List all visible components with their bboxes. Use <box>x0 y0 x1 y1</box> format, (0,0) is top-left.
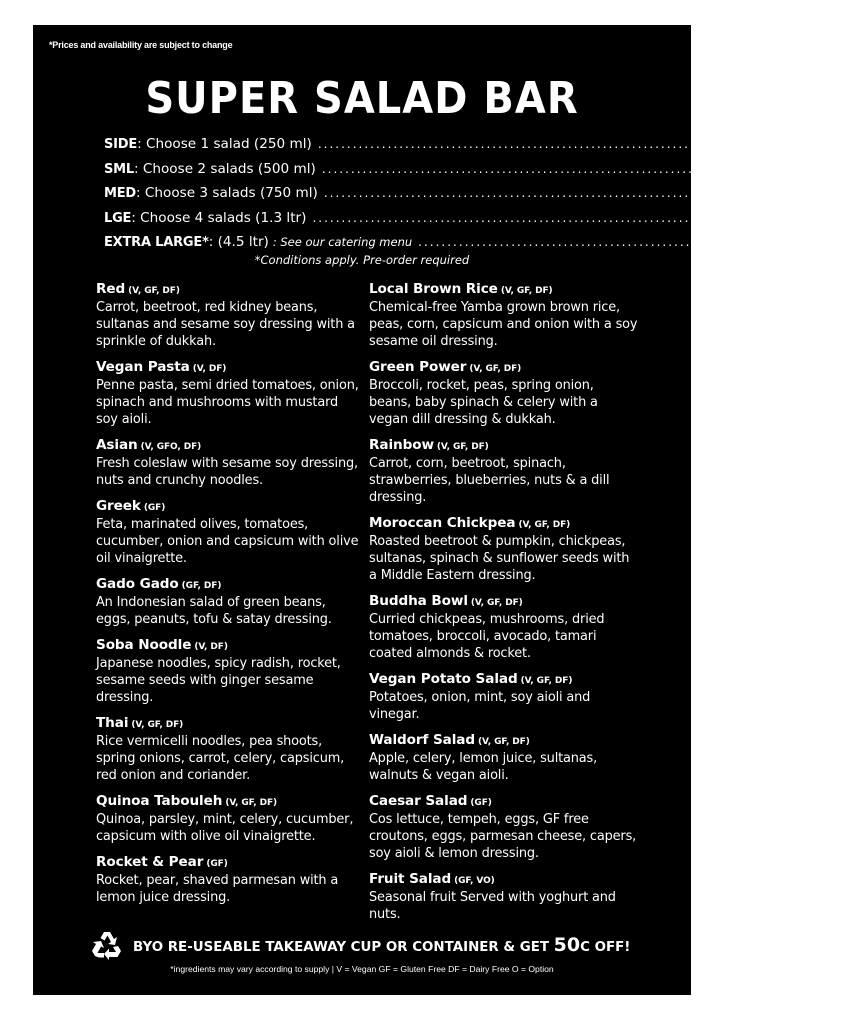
byo-text <box>133 934 630 956</box>
salad-description: Broccoli, rocket, peas, spring onion, beans, baby spinach & celery with a vegan dill dressing & dukkah. <box>369 377 598 427</box>
size-price: 80 <box>842 234 860 250</box>
size-note: : See our catering menu <box>272 235 413 249</box>
dietary-tags: (V, GF, DF) <box>518 519 571 530</box>
salad-description: An Indonesian salad of green beans, eggs, peanuts, tofu & satay dressing. <box>96 595 332 627</box>
salad-description: Fresh coleslaw with sesame soy dressing, nuts and crunchy noodles. <box>96 455 358 488</box>
salad-description: Chemical-free Yamba grown brown rice, peas, corn, capsicum and onion with a soy sesame oil dressing. <box>369 300 638 349</box>
salad-description: Carrot, corn, beetroot, spinach, strawberries, blueberries, nuts & a dill dressing. <box>369 455 610 505</box>
dietary-tags: (V, GF, DF) <box>131 720 184 731</box>
salad-item <box>369 359 639 428</box>
salad-name: Buddha Bowl <box>369 592 468 609</box>
salad-item <box>369 671 639 724</box>
salad-name-line <box>369 437 639 456</box>
salad-description: Roasted beetroot & pumpkin, chickpeas, sultanas, spinach & sunflower seeds with a Middle Eastern dressing. <box>369 533 630 583</box>
size-price: 22 <box>737 209 755 226</box>
size-desc: : Choose 3 salads (750 ml) <box>136 185 318 201</box>
salad-name: Fruit Salad <box>369 871 452 888</box>
salad-item <box>96 498 361 567</box>
dot-leader: ........................................................................ <box>418 235 837 249</box>
salad-name-line <box>369 593 639 612</box>
size-price: 16 <box>748 185 766 201</box>
dot-leader: ........................................................................ <box>317 137 737 151</box>
dietary-tags: (GF, VO) <box>454 876 495 887</box>
salad-description: Apple, celery, lemon juice, sultanas, walnuts & vegan aioli. <box>369 751 598 783</box>
dietary-tags: (GF) <box>206 859 228 870</box>
dietary-tags: (GF) <box>470 798 492 809</box>
salad-item <box>96 854 361 907</box>
byo-banner <box>91 929 651 961</box>
salad-name: Thai <box>96 715 129 732</box>
size-desc: : Choose 4 salads (1.3 ltr) <box>131 209 307 226</box>
salad-name-line <box>96 359 361 378</box>
size-row <box>104 136 757 161</box>
salad-item <box>96 576 361 629</box>
dietary-tags: (V, DF) <box>192 363 227 374</box>
salad-name-line <box>96 281 361 300</box>
byo-offer: BYO RE-USEABLE TAKEAWAY CUP OR CONTAINER & GET <box>133 940 554 955</box>
salad-item <box>369 281 639 350</box>
conditions-note: *Conditions apply. Pre-order required <box>254 253 470 267</box>
dot-leader: ........................................................................ <box>312 210 732 225</box>
size-name: MED <box>104 186 137 201</box>
salad-item <box>369 593 639 662</box>
size-desc: : Choose 1 salad (250 ml) <box>137 136 312 152</box>
salad-name-line <box>369 793 639 812</box>
salad-item <box>369 871 639 924</box>
salad-name-line <box>369 515 639 534</box>
salad-name: Soba Noodle <box>96 637 192 654</box>
dietary-tags: (V, GF, DF) <box>469 363 522 374</box>
salad-description: Japanese noodles, spicy radish, rocket, sesame seeds with ginger sesame dressing. <box>96 656 341 705</box>
salad-item <box>96 715 361 784</box>
size-desc: : Choose 2 salads (500 ml) <box>133 160 316 177</box>
size-row <box>104 160 764 186</box>
salad-name-line <box>96 576 361 595</box>
salad-description: Curried chickpeas, mushrooms, dried tomatoes, broccoli, avocado, tamari coated almonds & rocket. <box>369 611 605 661</box>
salad-item <box>369 437 639 506</box>
salad-description: Rocket, pear, shaved parmesan with a lemon juice dressing. <box>96 873 339 906</box>
salad-description: Potatoes, onion, mint, soy aioli and vinegar. <box>369 689 591 722</box>
dietary-tags: (GF, DF) <box>181 581 222 592</box>
price-notice: *Prices and availability are subject to change <box>49 40 233 50</box>
salad-name: Caesar Salad <box>369 793 468 810</box>
dietary-tags: (V, GF, DF) <box>436 441 489 452</box>
size-name: SIDE <box>104 137 138 152</box>
salad-item <box>96 793 361 846</box>
dietary-tags: (V, GF, DF) <box>500 286 553 296</box>
dietary-tags: (V, GFO, DF) <box>140 441 202 452</box>
salad-name-line <box>96 437 361 456</box>
dietary-tags: (V, GF, DF) <box>225 798 278 809</box>
salad-description: Quinoa, parsley, mint, celery, cucumber, capsicum with olive oil vinaigrette. <box>96 812 354 845</box>
salad-name-line <box>369 359 639 378</box>
dietary-tags: (V, GF, DF) <box>520 675 573 686</box>
salad-name-line <box>369 871 639 890</box>
dietary-tags: (V, DF) <box>194 642 228 653</box>
byo-off: C OFF! <box>580 940 631 955</box>
salad-name-line <box>96 715 361 734</box>
menu-title: SUPER SALAD BAR <box>145 74 579 124</box>
dot-leader: ........................................................................ <box>323 186 743 200</box>
dot-leader: ........................................................................ <box>321 161 741 176</box>
salad-name: Vegan Pasta <box>96 358 190 375</box>
size-row <box>104 185 766 210</box>
salad-name-line <box>369 281 639 300</box>
salad-name: Green Power <box>369 358 467 375</box>
salad-name: Local Brown Rice <box>369 281 498 297</box>
salad-list-right <box>369 281 639 932</box>
size-row <box>104 209 755 235</box>
salad-description: Penne pasta, semi dried tomatoes, onion, spinach and mushrooms with mustard soy aioli. <box>96 377 359 427</box>
dietary-tags: (GF) <box>143 503 166 514</box>
salad-description: Carrot, beetroot, red kidney beans, sultanas and sesame soy dressing with a sprinkle of dukkah. <box>96 300 355 349</box>
salad-name: Greek <box>96 498 141 515</box>
ingredients-footnote: *ingredients may vary according to supply | V = Vegan GF = Gluten Free DF = Dairy Free O = Option <box>170 964 554 974</box>
salad-description: Feta, marinated olives, tomatoes, cucumber, onion and capsicum with olive oil vinaigrette. <box>96 517 359 566</box>
salad-name: Gado Gado <box>96 576 179 593</box>
salad-name: Waldorf Salad <box>369 732 475 749</box>
size-price-list <box>104 136 860 259</box>
salad-description: Cos lettuce, tempeh, eggs, GF free croutons, eggs, parmesan cheese, capers, soy aioli & lemon dressing. <box>369 812 637 861</box>
salad-name-line <box>369 732 639 751</box>
salad-name: Quinoa Tabouleh <box>96 793 223 810</box>
salad-name-line <box>96 498 361 517</box>
salad-name: Vegan Potato Salad <box>369 670 518 687</box>
salad-name: Rainbow <box>369 436 434 453</box>
dietary-tags: (V, GF, DF) <box>470 597 523 608</box>
salad-name-line <box>96 793 361 812</box>
salad-list-left <box>96 281 361 916</box>
salad-description: Rice vermicelli noodles, pea shoots, spring onions, carrot, celery, capsicum, red onion and coriander. <box>96 734 345 783</box>
salad-item <box>96 281 361 350</box>
salad-item <box>96 637 361 706</box>
dietary-tags: (V, GF, DF) <box>128 286 180 296</box>
menu-board <box>33 25 860 995</box>
recycle-icon <box>91 929 123 961</box>
salad-description: Seasonal fruit Served with yoghurt and nuts. <box>369 890 616 923</box>
byo-amount: 50 <box>553 934 581 956</box>
size-name: SML <box>104 161 134 177</box>
dietary-tags: (V, GF, DF) <box>478 737 530 748</box>
salad-name-line <box>96 637 361 656</box>
size-price: 8 <box>747 136 757 152</box>
salad-item <box>96 359 361 428</box>
salad-name-line <box>96 854 361 873</box>
salad-name: Moroccan Chickpea <box>369 514 516 531</box>
size-price: 13 <box>746 160 764 177</box>
salad-item <box>369 515 639 584</box>
salad-item <box>369 732 639 785</box>
salad-name: Red <box>96 281 126 297</box>
salad-item <box>96 437 361 490</box>
size-name: LGE <box>104 210 132 226</box>
salad-item <box>369 793 639 862</box>
size-name: EXTRA LARGE* <box>104 235 209 250</box>
salad-name: Rocket & Pear <box>96 854 204 871</box>
size-desc: : (4.5 ltr) <box>208 234 269 250</box>
salad-name-line <box>369 671 639 690</box>
salad-name: Asian <box>96 436 138 453</box>
